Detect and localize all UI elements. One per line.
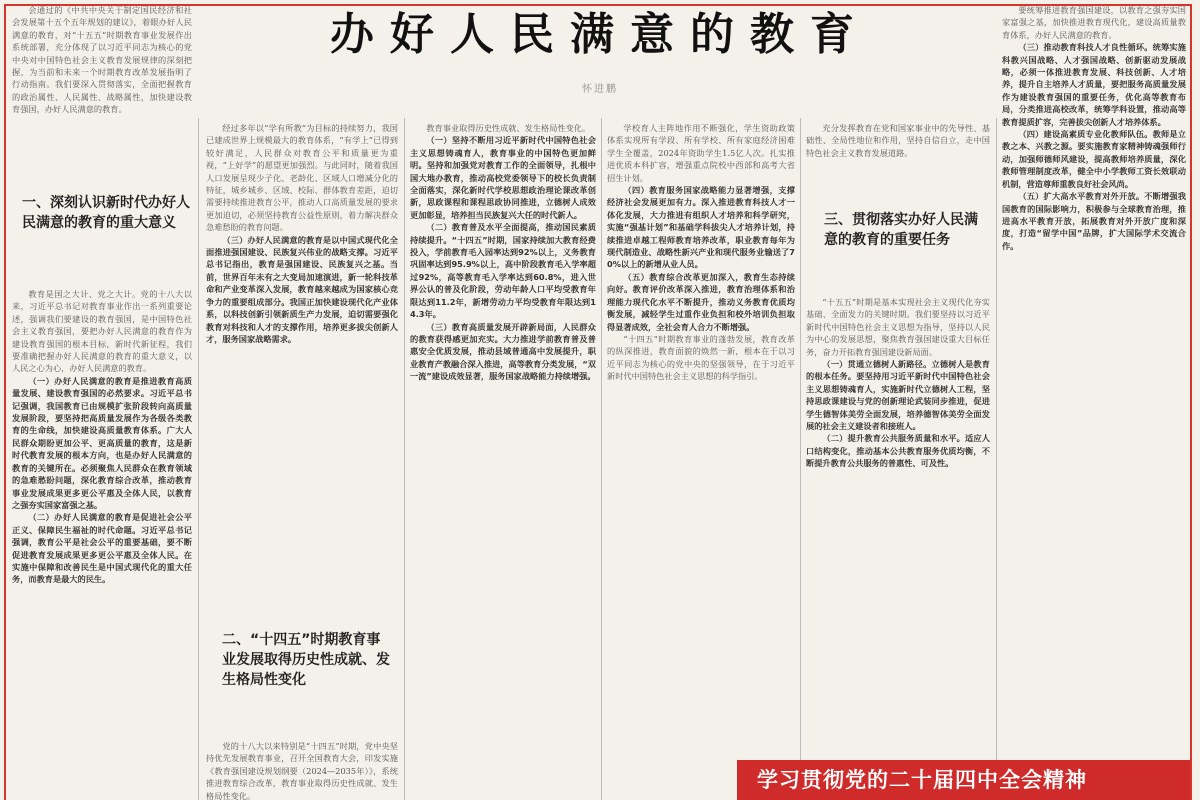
paragraph: 会通过的《中共中央关于制定国民经济和社会发展第十五个五年规划的建议》，着眼办好人民满意的教育，对“十五五”时期教育事业发展作出系统部署，充分体现了以习近平同志为核心的党中央对中国特色社会主义教育发展规律的深刻把握，为当前和未来一个时期教育改革发展指明了行动指南。我们要深入贯彻落实，全面把握教育的政治属性、人民属性、战略属性，加快建设教育强国，办好人民满意的教育。 [12, 5, 192, 115]
section-heading-three: 三、贯彻落实办好人民满意的教育的重要任务 [824, 212, 978, 248]
paragraph: “十五五”时期是基本实现社会主义现代化夯实基础、全面发力的关键时期。我们要坚持以习近平新时代中国特色社会主义思想为指导，坚持以人民为中心的发展思想，聚焦教育强国建设重大目标任务，奋力开拓教育强国建设新局面。 [806, 297, 990, 357]
article-column-1-body [12, 288, 192, 800]
article-column-4 [607, 122, 795, 800]
article-column-6 [1002, 4, 1186, 756]
column-divider [800, 118, 801, 800]
section-heading-one: 一、深刻认识新时代办好人民满意的教育的重大意义 [22, 195, 190, 231]
paragraph: （三）办好人民满意的教育是以中国式现代化全面推进强国建设、民族复兴伟业的战略支撑。习近平总书记指出，教育是强国建设、民族复兴之基。当前，世界百年未有之大变局加速演进，新一轮科技革命和产业变革深入发展，教育越来越成为国家核心竞争力的重要组成部分。我国正加快建设现代化产业体系，以科技创新引领新质生产力发展，迫切需要强化教育对科技和人才的支撑作用，培养更多拔尖创新人才，服务国家战略需求。 [206, 234, 398, 344]
paragraph: （三）教育高质量发展开辟新局面，人民群众的教育获得感更加充实。大力推进学前教育普及普惠安全优质发展，推动县域普通高中发展提升，职业教育产教融合深入推进，高等教育分类发展，“双一流”建设成效显著，服务国家战略能力持续增强。 [410, 321, 596, 382]
paragraph: 教育事业取得历史性成就、发生格局性变化。 [426, 123, 591, 133]
paragraph: 经过多年以“学有所教”为目标的持续努力，我国已建成世界上规模最大的教育体系，“有学上”已得到较好满足，人民群众对教育公平和质量更为重视，“上好学”的愿望更加强烈。与此同时，随着我国人口发展呈现少子化、老龄化、区域人口增减分化的特征，城乡城乡、区域、校际、群体教育差距，迫切需要持续推进教育公平，推动人口高质量发展的要求更加迫切，必须坚持教育公益性原则，着力解决群众急难愁盼的教育问题。 [206, 123, 398, 233]
column-divider [404, 118, 405, 800]
paragraph: 充分发挥教育在党和国家事业中的先导性、基础性、全局性地位和作用，坚持自信自立，走中国特色社会主义教育发展道路。 [806, 123, 990, 158]
feature-banner: 学习贯彻党的二十届四中全会精神 [737, 760, 1190, 800]
article-column-2-bottom [206, 740, 398, 800]
article-column-5-body [806, 296, 990, 756]
paragraph: （一）办好人民满意的教育是推进教育高质量发展、建设教育强国的必然要求。习近平总书记强调，我国教育已由规模扩张阶段转向高质量发展阶段，要坚持把高质量发展作为各级各类教育的生命线，加快建设高质量教育体系。广大人民群众期盼更加公平、更高质量的教育，这是新时代教育发展的根本方向，也是办好人民满意的教育的关键所在。必须聚焦人民群众在教育领域的急难愁盼问题，深化教育综合改革，推动教育事业发展成果更多更公平惠及全体人民，以教育之强夯实国家富强之基。 [12, 375, 192, 510]
page-headline: 办好人民满意的教育 [330, 9, 870, 60]
paragraph: 教育是国之大计、党之大计。党的十八大以来，习近平总书记对教育事业作出一系列重要论述，强调我们要建设的教育强国，是中国特色社会主义教育强国，要把办好人民满意的教育作为建设教育强国的根本目标，新时代新征程，我们要准确把握办好人民满意的教育的重大意义，以人民之心为心，办好人民满意的教育。 [12, 289, 192, 374]
paragraph: （四）教育服务国家战略能力显著增强，支撑经济社会发展更加有力。深入推进教育科技人才一体化发展，大力推进有组织人才培养和科学研究，实施“强基计划”和基础学科拔尖人才培养计划，持续推进卓越工程师教育培养改革，职业教育每年为现代制造业、战略性新兴产业和现代服务业输送了70%以上的新增从业人员。 [607, 185, 795, 270]
column-divider [996, 118, 997, 800]
paragraph: （一）贯通立德树人新路径。立德树人是教育的根本任务。要坚持用习近平新时代中国特色社会主义思想铸魂育人，实施新时代立德树人工程，坚持思政课建设与党的创新理论武装同步推进，促进学生德智体美劳全面发展，培养德智体美劳全面发展的社会主义建设者和接班人。 [806, 359, 990, 432]
paragraph: （四）建设高素质专业化教师队伍。教师是立教之本、兴教之源。要实施教育家精神铸魂强师行动，加强师德师风建设，提高教师培养质量，深化教师管理制度改革，健全中小学教师工资长效联动机制，营造尊师重教良好社会风尚。 [1002, 129, 1186, 189]
paragraph: （二）办好人民满意的教育是促进社会公平正义、保障民生福祉的时代命题。习近平总书记强调，教育公平是社会公平的重要基础，要不断促进教育发展成果更多更公平惠及全体人民。在实施中保障和改善民生是中国式现代化的重大任务，而教育是最大的民生。 [12, 512, 192, 585]
paragraph: （二）提升教育公共服务质量和水平。适应人口结构变化，推动基本公共教育服务优质均衡，不断提升教育公共服务的普惠性、可及性。 [806, 433, 990, 469]
article-column-2-top [206, 122, 398, 620]
paragraph: （五）教育综合改革更加深入，教育生态持续向好。教育评价改革深入推进，教育治理体系和治理能力现代化水平不断提升，推动义务教育优质均衡发展，减轻学生过重作业负担和校外培训负担取得显著成效，全社会育人合力不断增强。 [607, 271, 795, 332]
column-divider [601, 118, 602, 800]
column-divider [198, 118, 199, 800]
paragraph: （三）推动教育科技人才良性循环。统筹实施科教兴国战略、人才强国战略、创新驱动发展战略，必须一体推进教育发展、科技创新、人才培养，提升自主培养人才质量，要把服务高质量发展作为建设教育强国的重要任务，优化高等教育布局，分类推进高校改革，统筹学科设置，推动高等教育提质扩容，完善拔尖创新人才培养体系。 [1002, 42, 1186, 127]
article-column-5-top [806, 122, 990, 208]
paragraph: “十四五”时期教育事业的蓬勃发展，教育改革的纵深推进，教育面貌的焕然一新，根本在于以习近平同志为核心的党中央的坚强领导，在于习近平新时代中国特色社会主义思想的科学指引。 [607, 333, 795, 382]
paragraph: 要统筹推进教育强国建设，以教育之强夯实国家富强之基，加快推进教育现代化，建设高质量教育体系，办好人民满意的教育。 [1002, 5, 1186, 40]
paragraph: （二）教育普及水平全面提高，推动国民素质持续提升。“十四五”时期，国家持续加大教育经费投入，学前教育毛入园率达到92%以上，义务教育巩固率达到95.9%以上，高中阶段教育毛入学率超过92%，高等教育毛入学率达到60.8%，进入世界公认的普及化阶段，劳动年龄人口平均受教育年限达到11.2年，新增劳动力平均受教育年限达到14.3年。 [410, 222, 596, 320]
paragraph: 党的十八大以来特别是“十四五”时期，党中央坚持优先发展教育事业，召开全国教育大会，印发实施《教育强国建设规划纲要（2024—2035年）》，系统推进教育综合改革，教育事业取得历史性成就、发生格局性变化。 [206, 741, 398, 800]
paragraph: （一）坚持不断用习近平新时代中国特色社会主义思想铸魂育人，教育事业的中国特色更加鲜明。坚持和加强党对教育工作的全面领导，扎根中国大地办教育，推动高校党委领导下的校长负责制全面落实，深化新时代学校思想政治理论课改革创新，思政课程和课程思政协同推进，立德树人成效更加彰显，培养担当民族复兴大任的时代新人。 [410, 135, 596, 220]
article-column-3 [410, 122, 596, 800]
paragraph: （五）扩大高水平教育对外开放。不断增强我国教育的国际影响力，积极参与全球教育治理，推进高水平教育开放，拓展教育对外开放广度和深度，打造“留学中国”品牌，扩大国际学术交流合作。 [1002, 191, 1186, 251]
section-heading-two: 二、“十四五”时期教育事业发展取得历史性成就、发生格局性变化 [222, 632, 390, 688]
author-byline: 怀进鹏 [582, 84, 618, 95]
article-column-1-top [12, 4, 192, 168]
paragraph: 学校育人主阵地作用不断强化，学生资助政策体系实现所有学段、所有学校、所有家庭经济困难学生全覆盖，2024年资助学生1.5亿人次。扎实推进优质本科扩容，增强重点院校中西部和高考大省招生计划。 [607, 123, 795, 183]
